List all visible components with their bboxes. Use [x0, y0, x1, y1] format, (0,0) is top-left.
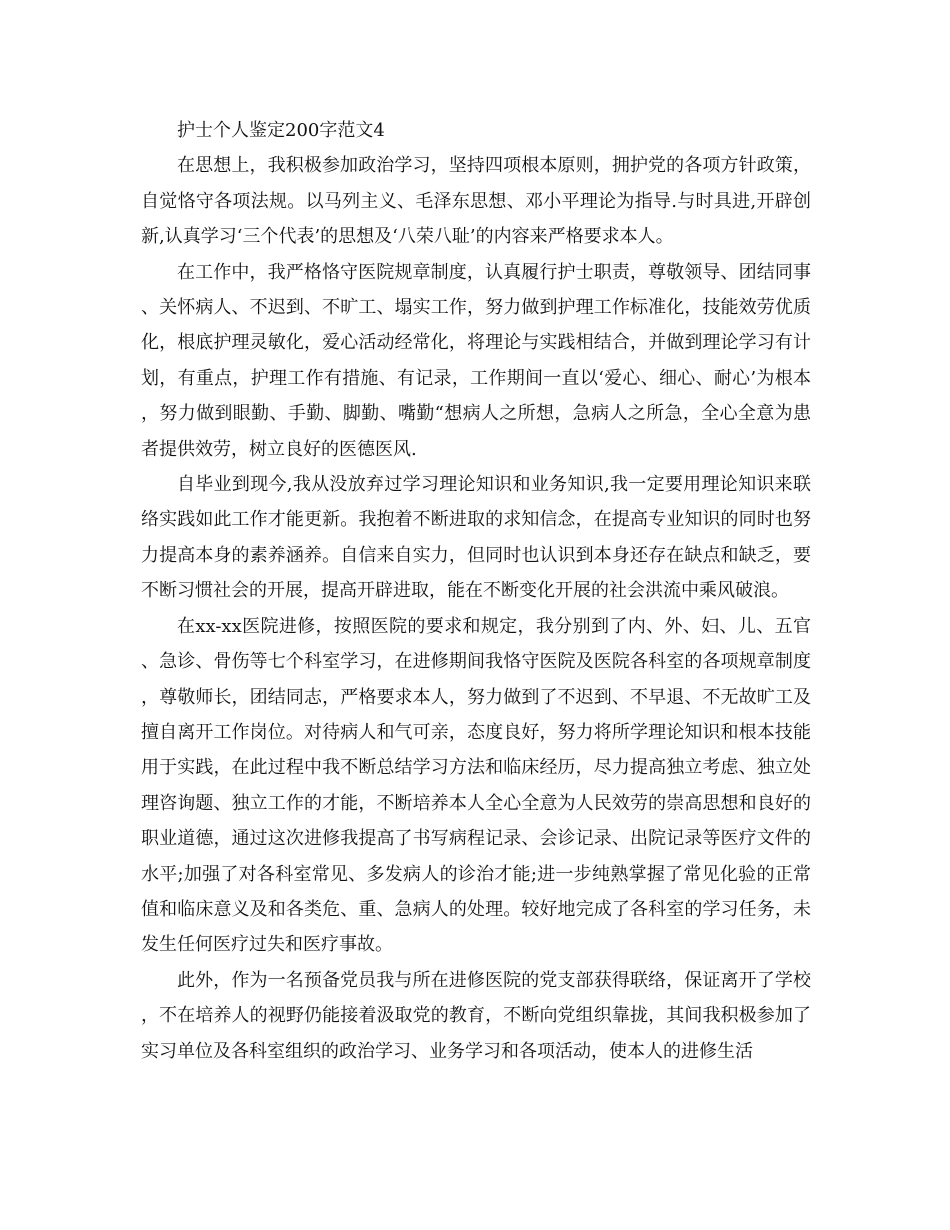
- paragraph-political-study: 在思想上，我积极参加政治学习，坚持四项根本原则，拥护党的各项方针政策，自觉恪守各项法规。以马列主义、毛泽东思想、邓小平理论为指导.与时具进,开辟创新,认真学习‘三个代表’的思想及‘八荣八耻’的内容来严格要求本人。: [141, 155, 811, 248]
- paragraph-party-activities: 此外，作为一名预备党员我与所在进修医院的党支部获得联络，保证离开了学校，不在培养人的视野仍能接着汲取党的教育，不断向党组织靠拢，其间我积极参加了实习单位及各科室组织的政治学习、业务学习和各项活动，使本人的进修生活: [141, 969, 811, 1062]
- document-title: 护士个人鉴定200字范文4: [177, 120, 385, 141]
- paragraph-work-conduct: 在工作中，我严格恪守医院规章制度，认真履行护士职责，尊敬领导、团结同事、关怀病人、不迟到、不旷工、塌实工作，努力做到护理工作标准化，技能效劳优质化，根底护理灵敏化，爱心活动经常化，将理论与实践相结合，并做到理论学习有计划，有重点，护理工作有措施、有记录，工作期间一直以‘爱心、细心、耐心’为根本，努力做到眼勤、手勤、脚勤、嘴勤“想病人之所想，急病人之所急，全心全意为患者提供效劳，树立良好的医德医风.: [141, 261, 811, 460]
- paragraph-continued-learning: 自毕业到现今,我从没放弃过学习理论知识和业务知识,我一定要用理论知识来联络实践如此工作才能更新。我抱着不断进取的求知信念，在提高专业知识的同时也努力提高本身的素养涵养。自信来自实力，但同时也认识到本身还存在缺点和缺乏，要不断习惯社会的开展，提高开辟进取，能在不断变化开展的社会洪流中乘风破浪。: [141, 474, 811, 602]
- document-body: [141, 113, 811, 1069]
- paragraph-hospital-training: 在xx-xx医院进修，按照医院的要求和规定，我分别到了内、外、妇、儿、五官、急诊、骨伤等七个科室学习，在进修期间我恪守医院及医院各科室的各项规章制度，尊敬师长，团结同志，严格要求本人，努力做到了不迟到、不早退、不无故旷工及擅自离开工作岗位。对待病人和气可亲，态度良好，努力将所学理论知识和根本技能用于实践，在此过程中我不断总结学习方法和临床经历，尽力提高独立考虑、独立处理咨询题、独立工作的才能，不断培养本人全心全意为人民效劳的崇高思想和良好的职业道德，通过这次进修我提高了书写病程记录、会诊记录、出院记录等医疗文件的水平;加强了对各科室常见、多发病人的诊治才能;进一步纯熟掌握了常见化验的正常值和临床意义及和各类危、重、急病人的处理。较好地完成了各科室的学习任务，未发生任何医疗过失和医疗事故。: [141, 615, 811, 956]
